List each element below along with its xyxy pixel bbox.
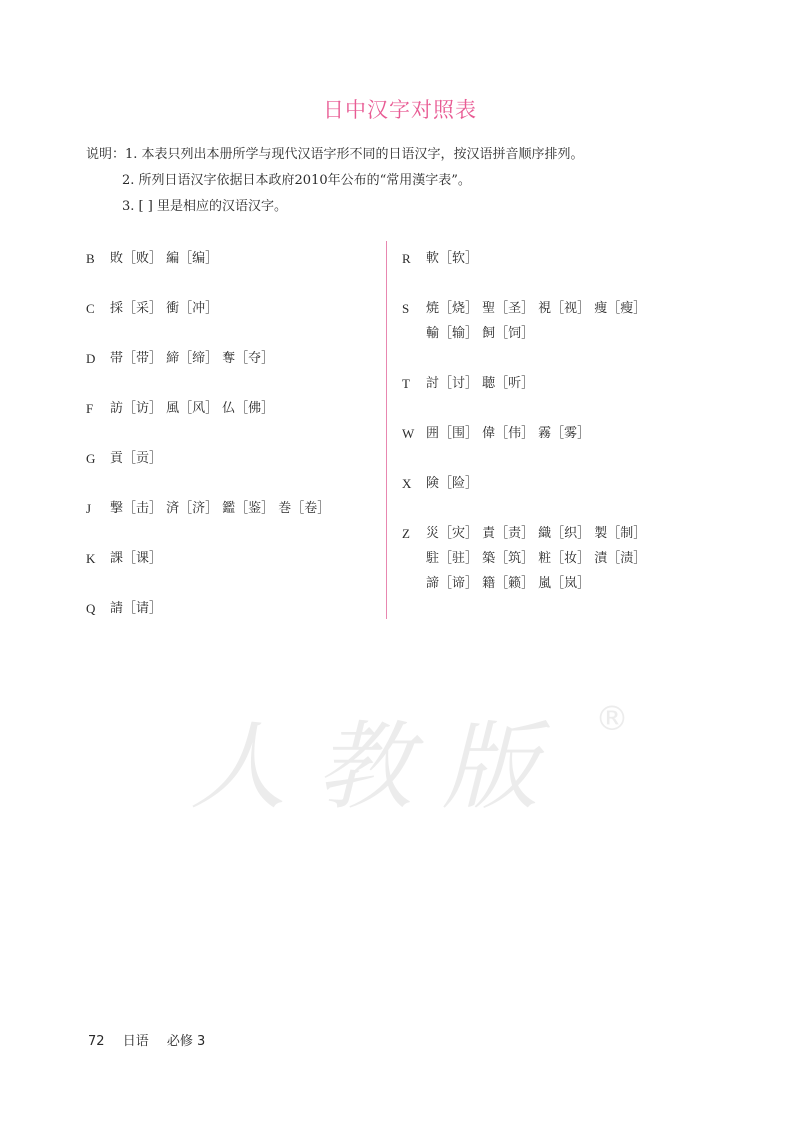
bracket-close: ］: [205, 251, 219, 266]
chinese-hanzi: 圣: [508, 301, 522, 316]
chinese-hanzi: 渍: [620, 551, 634, 566]
watermark-text: 人教版: [190, 711, 568, 823]
japanese-kanji: 課: [110, 551, 124, 566]
chinese-hanzi: 灾: [452, 526, 466, 541]
chinese-hanzi: 围: [452, 426, 466, 441]
chinese-hanzi: 卷: [304, 501, 318, 516]
japanese-kanji: 飼: [482, 326, 496, 341]
japanese-kanji: 採: [110, 301, 124, 316]
chinese-hanzi: 鉴: [248, 501, 262, 516]
kanji-pair: [110, 396, 162, 421]
kanji-pair: [426, 546, 478, 571]
kanji-pair: [538, 571, 590, 596]
japanese-kanji: 済: [166, 501, 180, 516]
group-entries: [426, 521, 702, 596]
bracket-open: ［: [235, 501, 249, 516]
note-line-1: [86, 145, 584, 171]
chinese-hanzi: 击: [136, 501, 150, 516]
japanese-kanji: 織: [538, 526, 552, 541]
bracket-open: ［: [551, 301, 565, 316]
kanji-pair: [110, 296, 162, 321]
bracket-close: ］: [521, 301, 535, 316]
kanji-pair: [166, 496, 218, 521]
bracket-open: ［: [439, 476, 453, 491]
chinese-hanzi: 败: [136, 251, 150, 266]
bracket-open: ［: [551, 576, 565, 591]
column-divider: [386, 241, 387, 619]
japanese-kanji: 編: [166, 251, 180, 266]
letter-group: [402, 421, 702, 446]
bracket-open: ［: [123, 301, 137, 316]
letter-group: [402, 296, 702, 346]
note-text: 3. [ ] 里是相应的汉语汉字。: [122, 199, 287, 214]
japanese-kanji: 仏: [222, 401, 236, 416]
bracket-close: ］: [261, 351, 275, 366]
bracket-open: ［: [495, 326, 509, 341]
bracket-close: ］: [465, 576, 479, 591]
kanji-pair: [110, 546, 162, 571]
kanji-pair: [538, 546, 590, 571]
bracket-open: ［: [551, 526, 565, 541]
bracket-open: ［: [123, 351, 137, 366]
bracket-open: ［: [179, 351, 193, 366]
group-entries: [110, 496, 376, 521]
japanese-kanji: 締: [166, 351, 180, 366]
kanji-pair: [166, 346, 218, 371]
letter-group: [86, 346, 376, 371]
bracket-close: ］: [149, 451, 163, 466]
kanji-pair: [482, 421, 534, 446]
chinese-hanzi: 伟: [508, 426, 522, 441]
kanji-pair: [482, 546, 534, 571]
letter-group: [402, 521, 702, 596]
bracket-open: ［: [551, 551, 565, 566]
book-title: 日语: [122, 1034, 149, 1049]
right-column: [402, 246, 702, 621]
japanese-kanji: 漬: [594, 551, 608, 566]
group-letter: Z: [402, 526, 410, 541]
group-letter: D: [86, 351, 96, 366]
japanese-kanji: 霧: [538, 426, 552, 441]
chinese-hanzi: 贡: [136, 451, 150, 466]
chinese-hanzi: 制: [620, 526, 634, 541]
bracket-close: ］: [577, 576, 591, 591]
bracket-close: ］: [205, 351, 219, 366]
kanji-pair: [278, 496, 330, 521]
bracket-open: ［: [607, 526, 621, 541]
chinese-hanzi: 请: [136, 601, 150, 616]
bracket-open: ［: [495, 576, 509, 591]
letter-group: [86, 596, 376, 621]
chinese-hanzi: 视: [564, 301, 578, 316]
letter-group: [86, 496, 376, 521]
japanese-kanji: 囲: [426, 426, 440, 441]
kanji-pair: [594, 546, 646, 571]
bracket-close: ］: [633, 301, 647, 316]
group-entries: [110, 396, 376, 421]
bracket-open: ［: [495, 376, 509, 391]
bracket-close: ］: [149, 551, 163, 566]
kanji-pair: [222, 396, 274, 421]
japanese-kanji: 嵐: [538, 576, 552, 591]
kanji-pair: [222, 346, 274, 371]
chinese-hanzi: 筑: [508, 551, 522, 566]
bracket-close: ］: [261, 401, 275, 416]
bracket-open: ［: [607, 551, 621, 566]
group-entries: [110, 596, 376, 621]
japanese-kanji: 討: [426, 376, 440, 391]
chinese-hanzi: 险: [452, 476, 466, 491]
kanji-pair: [426, 296, 478, 321]
group-letter: F: [86, 401, 94, 416]
bracket-close: ］: [149, 501, 163, 516]
kanji-pair: [166, 246, 218, 271]
letter-group: [86, 446, 376, 471]
notes-section: [86, 145, 584, 223]
japanese-kanji: 奪: [222, 351, 236, 366]
bracket-close: ］: [465, 476, 479, 491]
japanese-kanji: 貢: [110, 451, 124, 466]
group-entries: [426, 371, 702, 396]
bracket-close: ］: [205, 401, 219, 416]
japanese-kanji: 偉: [482, 426, 496, 441]
japanese-kanji: 災: [426, 526, 440, 541]
bracket-open: ［: [495, 301, 509, 316]
page-number: 72: [88, 1034, 105, 1049]
bracket-close: ］: [149, 251, 163, 266]
chinese-hanzi: 风: [192, 401, 206, 416]
japanese-kanji: 駐: [426, 551, 440, 566]
kanji-pair: [538, 521, 590, 546]
chinese-hanzi: 带: [136, 351, 150, 366]
bracket-open: ［: [123, 551, 137, 566]
chinese-hanzi: 饲: [508, 326, 522, 341]
group-entries: [110, 246, 376, 271]
group-entries: [426, 246, 702, 271]
chinese-hanzi: 济: [192, 501, 206, 516]
group-letter: K: [86, 551, 96, 566]
kanji-pair: [594, 296, 646, 321]
bracket-close: ］: [149, 301, 163, 316]
bracket-close: ］: [521, 326, 535, 341]
group-letter: S: [402, 301, 410, 316]
bracket-open: ［: [607, 301, 621, 316]
chinese-hanzi: 岚: [564, 576, 578, 591]
bracket-open: ［: [495, 526, 509, 541]
note-text: 1. 本表只列出本册所学与现代汉语字形不同的日语汉字，按汉语拼音顺序排列。: [125, 147, 584, 162]
bracket-close: ］: [465, 376, 479, 391]
kanji-pair: [166, 296, 218, 321]
bracket-close: ］: [465, 251, 479, 266]
group-entries: [426, 471, 702, 496]
chinese-hanzi: 烧: [452, 301, 466, 316]
kanji-pair: [166, 396, 218, 421]
bracket-open: ［: [439, 426, 453, 441]
chinese-hanzi: 采: [136, 301, 150, 316]
bracket-open: ［: [439, 376, 453, 391]
bracket-open: ［: [439, 551, 453, 566]
page-footer: [88, 1030, 219, 1049]
group-letter: Q: [86, 601, 96, 616]
chinese-hanzi: 佛: [248, 401, 262, 416]
bracket-close: ］: [465, 526, 479, 541]
bracket-open: ［: [495, 426, 509, 441]
chinese-hanzi: 瘦: [620, 301, 634, 316]
letter-group: [86, 246, 376, 271]
group-letter: X: [402, 476, 412, 491]
bracket-close: ］: [149, 601, 163, 616]
notes-label: 说明：: [86, 147, 126, 162]
group-letter: C: [86, 301, 95, 316]
chinese-hanzi: 课: [136, 551, 150, 566]
note-line-3: [86, 197, 584, 223]
kanji-pair: [222, 496, 274, 521]
chinese-hanzi: 雾: [564, 426, 578, 441]
japanese-kanji: 敗: [110, 251, 124, 266]
bracket-close: ］: [521, 426, 535, 441]
book-volume: 必修 3: [166, 1034, 206, 1049]
bracket-open: ［: [291, 501, 305, 516]
bracket-open: ［: [123, 501, 137, 516]
group-letter: W: [402, 426, 415, 441]
group-entries: [110, 296, 376, 321]
group-entries: [110, 546, 376, 571]
chinese-hanzi: 籁: [508, 576, 522, 591]
japanese-kanji: 軟: [426, 251, 440, 266]
group-letter: B: [86, 251, 95, 266]
bracket-open: ［: [123, 251, 137, 266]
japanese-kanji: 鑑: [222, 501, 236, 516]
group-entries: [110, 446, 376, 471]
japanese-kanji: 聴: [482, 376, 496, 391]
chinese-hanzi: 缔: [192, 351, 206, 366]
kanji-pair: [110, 496, 162, 521]
japanese-kanji: 痩: [594, 301, 608, 316]
bracket-open: ［: [123, 601, 137, 616]
japanese-kanji: 請: [110, 601, 124, 616]
kanji-pair: [426, 421, 478, 446]
bracket-close: ］: [577, 426, 591, 441]
japanese-kanji: 帯: [110, 351, 124, 366]
bracket-close: ］: [149, 401, 163, 416]
bracket-close: ］: [465, 326, 479, 341]
bracket-close: ］: [205, 501, 219, 516]
kanji-pair: [482, 321, 534, 346]
bracket-close: ］: [205, 301, 219, 316]
bracket-open: ［: [439, 326, 453, 341]
letter-group: [402, 471, 702, 496]
bracket-close: ］: [577, 551, 591, 566]
kanji-pair: [482, 571, 534, 596]
kanji-pair: [426, 246, 478, 271]
bracket-open: ［: [439, 526, 453, 541]
chinese-hanzi: 织: [564, 526, 578, 541]
bracket-close: ］: [261, 501, 275, 516]
group-entries: [426, 296, 702, 346]
chinese-hanzi: 谛: [452, 576, 466, 591]
kanji-pair: [110, 446, 162, 471]
bracket-close: ］: [465, 551, 479, 566]
bracket-close: ］: [521, 576, 535, 591]
japanese-kanji: 製: [594, 526, 608, 541]
letter-group: [86, 296, 376, 321]
japanese-kanji: 籍: [482, 576, 496, 591]
page-title: 日中汉字对照表: [323, 98, 477, 122]
group-letter: J: [86, 501, 92, 516]
letter-group: [86, 396, 376, 421]
kanji-pair: [426, 571, 478, 596]
japanese-kanji: 責: [482, 526, 496, 541]
bracket-close: ］: [317, 501, 331, 516]
japanese-kanji: 訪: [110, 401, 124, 416]
group-letter: R: [402, 251, 411, 266]
kanji-pair: [110, 596, 162, 621]
kanji-pair: [538, 296, 590, 321]
note-text: 2. 所列日语汉字依据日本政府2010年公布的“常用漢字表”。: [122, 173, 471, 188]
bracket-close: ］: [521, 376, 535, 391]
bracket-close: ］: [465, 426, 479, 441]
letter-group: [402, 371, 702, 396]
group-letter: T: [402, 376, 410, 391]
chinese-hanzi: 夺: [248, 351, 262, 366]
kanji-pair: [426, 471, 478, 496]
chinese-hanzi: 听: [508, 376, 522, 391]
bracket-open: ［: [439, 576, 453, 591]
bracket-close: ］: [633, 526, 647, 541]
kanji-pair: [538, 421, 590, 446]
bracket-close: ］: [149, 351, 163, 366]
chinese-hanzi: 妆: [564, 551, 578, 566]
watermark: [170, 690, 640, 830]
bracket-close: ］: [521, 526, 535, 541]
watermark-mark: ®: [595, 699, 629, 739]
bracket-open: ［: [123, 451, 137, 466]
bracket-open: ［: [439, 301, 453, 316]
japanese-kanji: 築: [482, 551, 496, 566]
chinese-hanzi: 冲: [192, 301, 206, 316]
japanese-kanji: 視: [538, 301, 552, 316]
japanese-kanji: 焼: [426, 301, 440, 316]
japanese-kanji: 衝: [166, 301, 180, 316]
bracket-open: ［: [179, 501, 193, 516]
chinese-hanzi: 责: [508, 526, 522, 541]
letter-group: [402, 246, 702, 271]
japanese-kanji: 聖: [482, 301, 496, 316]
kanji-pair: [482, 521, 534, 546]
kanji-pair: [426, 371, 478, 396]
japanese-kanji: 諦: [426, 576, 440, 591]
bracket-open: ［: [495, 551, 509, 566]
kanji-pair: [426, 321, 478, 346]
japanese-kanji: 粧: [538, 551, 552, 566]
kanji-pair: [426, 521, 478, 546]
bracket-open: ［: [235, 401, 249, 416]
note-line-2: [86, 171, 584, 197]
chinese-hanzi: 软: [452, 251, 466, 266]
bracket-open: ［: [551, 426, 565, 441]
bracket-close: ］: [521, 551, 535, 566]
letter-group: [86, 546, 376, 571]
chinese-hanzi: 访: [136, 401, 150, 416]
left-column: [86, 246, 376, 646]
bracket-open: ［: [439, 251, 453, 266]
bracket-close: ］: [465, 301, 479, 316]
bracket-close: ］: [633, 551, 647, 566]
chinese-hanzi: 驻: [452, 551, 466, 566]
kanji-pair: [594, 521, 646, 546]
group-letter: G: [86, 451, 96, 466]
bracket-open: ［: [179, 401, 193, 416]
japanese-kanji: 巻: [278, 501, 292, 516]
bracket-open: ［: [123, 401, 137, 416]
chinese-hanzi: 编: [192, 251, 206, 266]
japanese-kanji: 撃: [110, 501, 124, 516]
group-entries: [426, 421, 702, 446]
kanji-pair: [482, 296, 534, 321]
chinese-hanzi: 讨: [452, 376, 466, 391]
bracket-close: ］: [577, 301, 591, 316]
japanese-kanji: 輸: [426, 326, 440, 341]
chinese-hanzi: 输: [452, 326, 466, 341]
group-entries: [110, 346, 376, 371]
kanji-pair: [110, 346, 162, 371]
kanji-pair: [110, 246, 162, 271]
bracket-close: ］: [577, 526, 591, 541]
japanese-kanji: 険: [426, 476, 440, 491]
japanese-kanji: 風: [166, 401, 180, 416]
bracket-open: ［: [179, 301, 193, 316]
bracket-open: ［: [179, 251, 193, 266]
kanji-pair: [482, 371, 534, 396]
bracket-open: ［: [235, 351, 249, 366]
